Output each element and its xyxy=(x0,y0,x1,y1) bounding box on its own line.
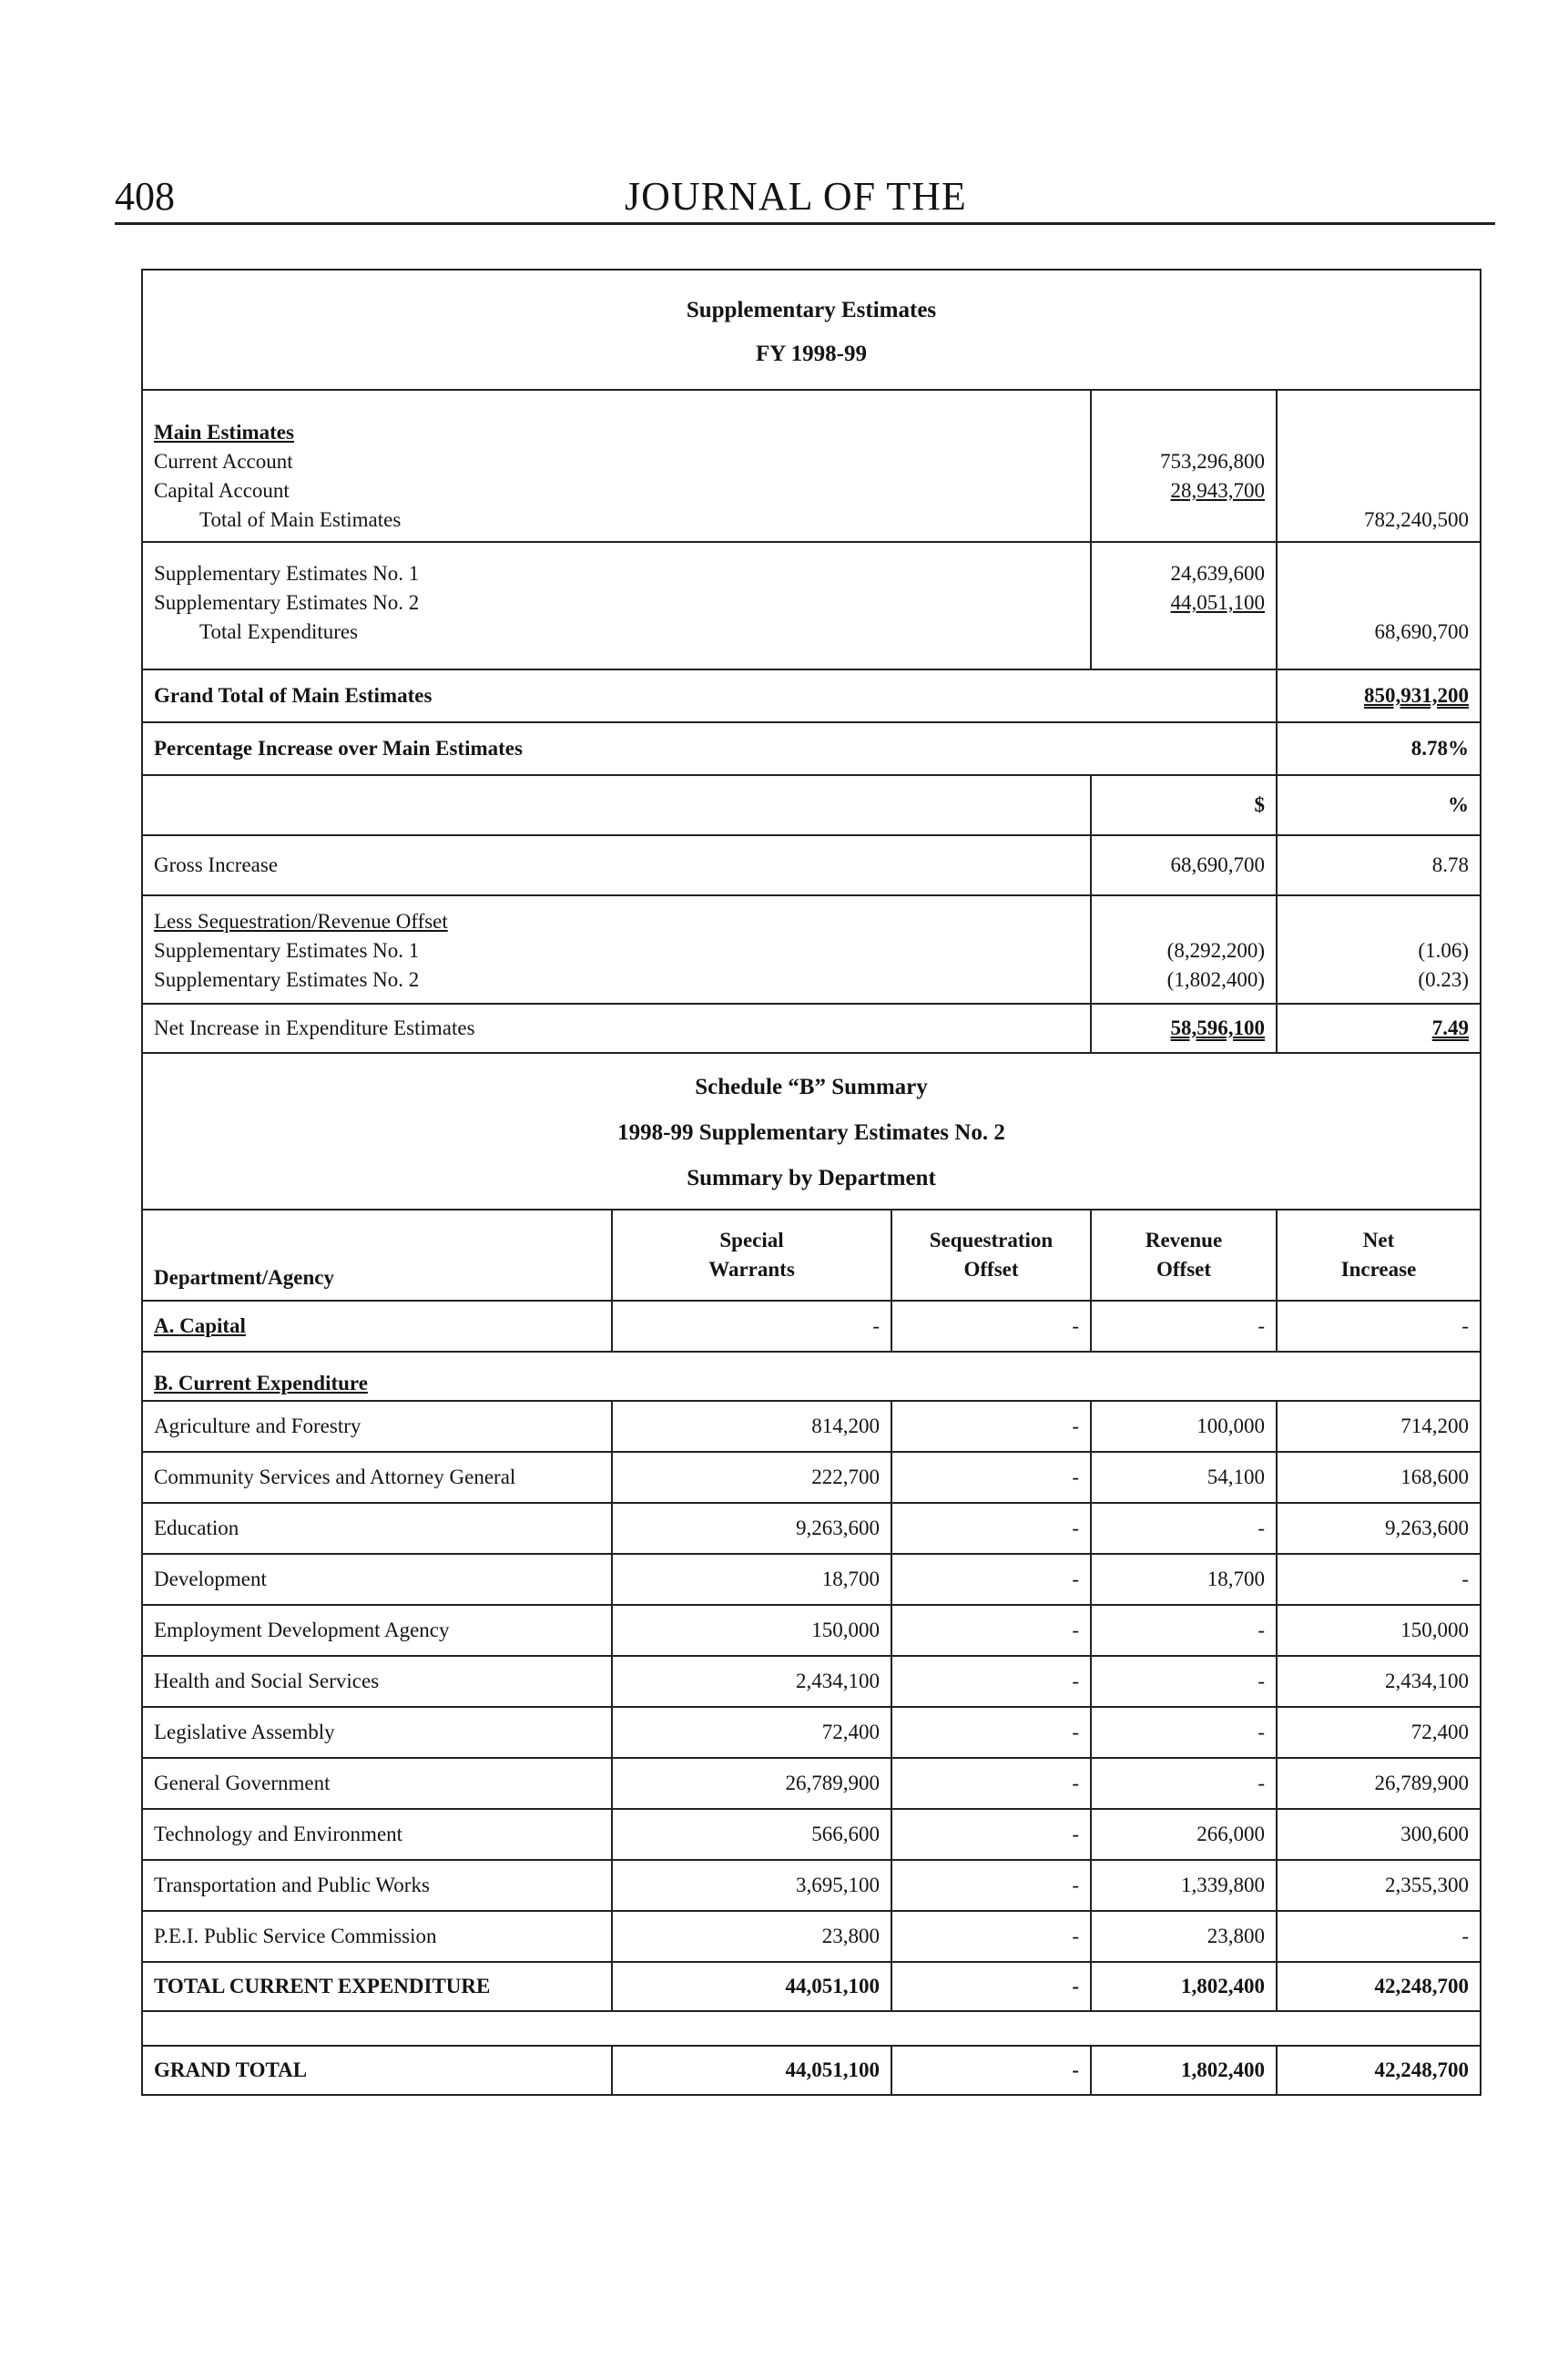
less-offset-row xyxy=(142,895,1481,1004)
supplementary-row xyxy=(142,542,1481,669)
net-increase-label: Net Increase in Expenditure Estimates xyxy=(142,1004,1091,1053)
less-no2-label: Supplementary Estimates No. 2 xyxy=(154,968,420,991)
less-no2-dollar: (1,802,400) xyxy=(1166,968,1265,991)
main-estimates-row xyxy=(142,390,1481,542)
department-name: General Government xyxy=(142,1758,612,1809)
current-account-value: 753,296,800 xyxy=(1160,450,1265,473)
capital-account-label: Capital Account xyxy=(154,479,290,502)
department-row xyxy=(142,1656,1481,1707)
special-warrants: 566,600 xyxy=(612,1809,891,1860)
header-special-warrants: Special Warrants xyxy=(612,1210,891,1301)
department-name: Education xyxy=(142,1503,612,1554)
special-warrants: 222,700 xyxy=(612,1452,891,1503)
sequestration-offset: - xyxy=(891,1401,1091,1452)
capital-net: - xyxy=(1277,1301,1481,1352)
journal-title: JOURNAL OF THE xyxy=(625,174,967,219)
sequestration-offset: - xyxy=(891,1554,1091,1605)
gross-increase-percent: 8.78 xyxy=(1277,835,1481,895)
revenue-offset: - xyxy=(1091,1758,1277,1809)
gross-increase-dollar: 68,690,700 xyxy=(1091,835,1277,895)
net-increase: 2,434,100 xyxy=(1277,1656,1481,1707)
current-account-label: Current Account xyxy=(154,450,293,473)
department-row xyxy=(142,1452,1481,1503)
special-warrants: 3,695,100 xyxy=(612,1860,891,1911)
special-warrants: 72,400 xyxy=(612,1707,891,1758)
net-increase: - xyxy=(1277,1911,1481,1962)
dollar-percent-header-row xyxy=(142,775,1481,835)
revenue-offset: - xyxy=(1091,1656,1277,1707)
less-no2-percent: (0.23) xyxy=(1418,968,1469,991)
total-expenditures-label: Total Expenditures xyxy=(199,620,359,643)
capital-seq: - xyxy=(891,1301,1091,1352)
sequestration-offset: - xyxy=(891,1707,1091,1758)
special-warrants: 2,434,100 xyxy=(612,1656,891,1707)
sequestration-offset: - xyxy=(891,1503,1091,1554)
sequestration-offset: - xyxy=(891,1809,1091,1860)
header-net-increase: Net Increase xyxy=(1277,1210,1481,1301)
revenue-offset: 266,000 xyxy=(1091,1809,1277,1860)
net-increase: 72,400 xyxy=(1277,1707,1481,1758)
less-no1-label: Supplementary Estimates No. 1 xyxy=(154,939,420,962)
supp-no2-label: Supplementary Estimates No. 2 xyxy=(154,591,420,614)
capital-row xyxy=(142,1301,1481,1352)
total-main-value: 782,240,500 xyxy=(1364,508,1469,531)
revenue-offset: 18,700 xyxy=(1091,1554,1277,1605)
page-number: 408 xyxy=(115,174,175,219)
department-row xyxy=(142,1809,1481,1860)
revenue-offset: 1,339,800 xyxy=(1091,1860,1277,1911)
net-increase: 9,263,600 xyxy=(1277,1503,1481,1554)
net-increase-percent: 7.49 xyxy=(1431,1016,1469,1039)
net-increase-dollar: 58,596,100 xyxy=(1170,1016,1265,1039)
total-current-rev: 1,802,400 xyxy=(1091,1962,1277,2011)
department-row xyxy=(142,1860,1481,1911)
grand-total-main-value: 850,931,200 xyxy=(1364,684,1469,707)
sequestration-offset: - xyxy=(891,1605,1091,1656)
total-current-special: 44,051,100 xyxy=(612,1962,891,2011)
header-department: Department/Agency xyxy=(142,1210,612,1301)
grand-total-special: 44,051,100 xyxy=(612,2046,891,2095)
sequestration-offset: - xyxy=(891,1656,1091,1707)
spacer-row xyxy=(142,2011,1481,2046)
main-estimates-heading: Main Estimates xyxy=(154,421,294,444)
less-offset-heading: Less Sequestration/Revenue Offset xyxy=(154,910,448,933)
revenue-offset: 54,100 xyxy=(1091,1452,1277,1503)
department-rows xyxy=(142,1401,1481,1962)
less-no1-percent: (1.06) xyxy=(1418,939,1469,962)
net-increase: - xyxy=(1277,1554,1481,1605)
department-row xyxy=(142,1401,1481,1452)
schedule-header-row xyxy=(142,1210,1481,1301)
less-no1-dollar: (8,292,200) xyxy=(1166,939,1265,962)
percentage-label: Percentage Increase over Main Estimates xyxy=(142,722,1277,775)
current-heading-row xyxy=(142,1352,1481,1401)
department-name: Development xyxy=(142,1554,612,1605)
capital-account-value: 28,943,700 xyxy=(1170,479,1265,502)
department-name: Health and Social Services xyxy=(142,1656,612,1707)
current-expenditure-heading: B. Current Expenditure xyxy=(154,1372,368,1394)
gross-increase-row xyxy=(142,835,1481,895)
department-name: Employment Development Agency xyxy=(142,1605,612,1656)
department-name: Transportation and Public Works xyxy=(142,1860,612,1911)
total-current-net: 42,248,700 xyxy=(1277,1962,1481,2011)
revenue-offset: - xyxy=(1091,1707,1277,1758)
special-warrants: 18,700 xyxy=(612,1554,891,1605)
schedule-title: Schedule “B” Summary xyxy=(695,1075,928,1099)
total-expenditures-value: 68,690,700 xyxy=(1374,620,1469,643)
estimates-title-row xyxy=(142,270,1481,390)
gross-increase-label: Gross Increase xyxy=(142,835,1091,895)
percentage-value: 8.78% xyxy=(1277,722,1481,775)
department-name: P.E.I. Public Service Commission xyxy=(142,1911,612,1962)
dollar-header: $ xyxy=(1091,775,1277,835)
grand-total-row xyxy=(142,2046,1481,2095)
net-increase: 300,600 xyxy=(1277,1809,1481,1860)
department-name: Agriculture and Forestry xyxy=(142,1401,612,1452)
schedule-subtitle: 1998-99 Supplementary Estimates No. 2 xyxy=(617,1120,1005,1145)
grand-total-seq: - xyxy=(891,2046,1091,2095)
net-increase: 168,600 xyxy=(1277,1452,1481,1503)
department-name: Community Services and Attorney General xyxy=(142,1452,612,1503)
percent-header: % xyxy=(1277,775,1481,835)
revenue-offset: 100,000 xyxy=(1091,1401,1277,1452)
department-row xyxy=(142,1503,1481,1554)
estimates-table xyxy=(141,269,1481,2096)
net-increase-row xyxy=(142,1004,1481,1053)
net-increase: 150,000 xyxy=(1277,1605,1481,1656)
special-warrants: 9,263,600 xyxy=(612,1503,891,1554)
special-warrants: 23,800 xyxy=(612,1911,891,1962)
total-main-label: Total of Main Estimates xyxy=(199,508,402,531)
header-sequestration-offset: Sequestration Offset xyxy=(891,1210,1091,1301)
grand-total-net: 42,248,700 xyxy=(1277,2046,1481,2095)
special-warrants: 150,000 xyxy=(612,1605,891,1656)
header-revenue-offset: Revenue Offset xyxy=(1091,1210,1277,1301)
department-row xyxy=(142,1707,1481,1758)
percentage-row xyxy=(142,722,1481,775)
special-warrants: 814,200 xyxy=(612,1401,891,1452)
special-warrants: 26,789,900 xyxy=(612,1758,891,1809)
revenue-offset: - xyxy=(1091,1605,1277,1656)
grand-total-label: GRAND TOTAL xyxy=(142,2046,612,2095)
supp-no1-label: Supplementary Estimates No. 1 xyxy=(154,562,420,585)
grand-total-rev: 1,802,400 xyxy=(1091,2046,1277,2095)
capital-label: A. Capital xyxy=(142,1301,612,1352)
total-current-label: TOTAL CURRENT EXPENDITURE xyxy=(142,1962,612,2011)
capital-rev: - xyxy=(1091,1301,1277,1352)
department-row xyxy=(142,1758,1481,1809)
capital-special: - xyxy=(612,1301,891,1352)
sequestration-offset: - xyxy=(891,1758,1091,1809)
grand-total-main-label: Grand Total of Main Estimates xyxy=(142,669,1277,722)
total-current-seq: - xyxy=(891,1962,1091,2011)
department-name: Legislative Assembly xyxy=(142,1707,612,1758)
net-increase: 2,355,300 xyxy=(1277,1860,1481,1911)
estimates-title: Supplementary Estimates xyxy=(686,298,937,322)
department-row xyxy=(142,1554,1481,1605)
department-row xyxy=(142,1605,1481,1656)
header-rule xyxy=(115,222,1495,225)
net-increase: 714,200 xyxy=(1277,1401,1481,1452)
grand-total-main-row xyxy=(142,669,1481,722)
total-current-row xyxy=(142,1962,1481,2011)
fiscal-year: FY 1998-99 xyxy=(756,342,867,366)
revenue-offset: 23,800 xyxy=(1091,1911,1277,1962)
sequestration-offset: - xyxy=(891,1452,1091,1503)
schedule-subtitle-2: Summary by Department xyxy=(687,1166,936,1190)
department-name: Technology and Environment xyxy=(142,1809,612,1860)
revenue-offset: - xyxy=(1091,1503,1277,1554)
supp-no1-value: 24,639,600 xyxy=(1170,562,1265,585)
supp-no2-value: 44,051,100 xyxy=(1170,591,1265,614)
sequestration-offset: - xyxy=(891,1911,1091,1962)
net-increase: 26,789,900 xyxy=(1277,1758,1481,1809)
schedule-title-row xyxy=(142,1053,1481,1210)
department-row xyxy=(142,1911,1481,1962)
sequestration-offset: - xyxy=(891,1860,1091,1911)
